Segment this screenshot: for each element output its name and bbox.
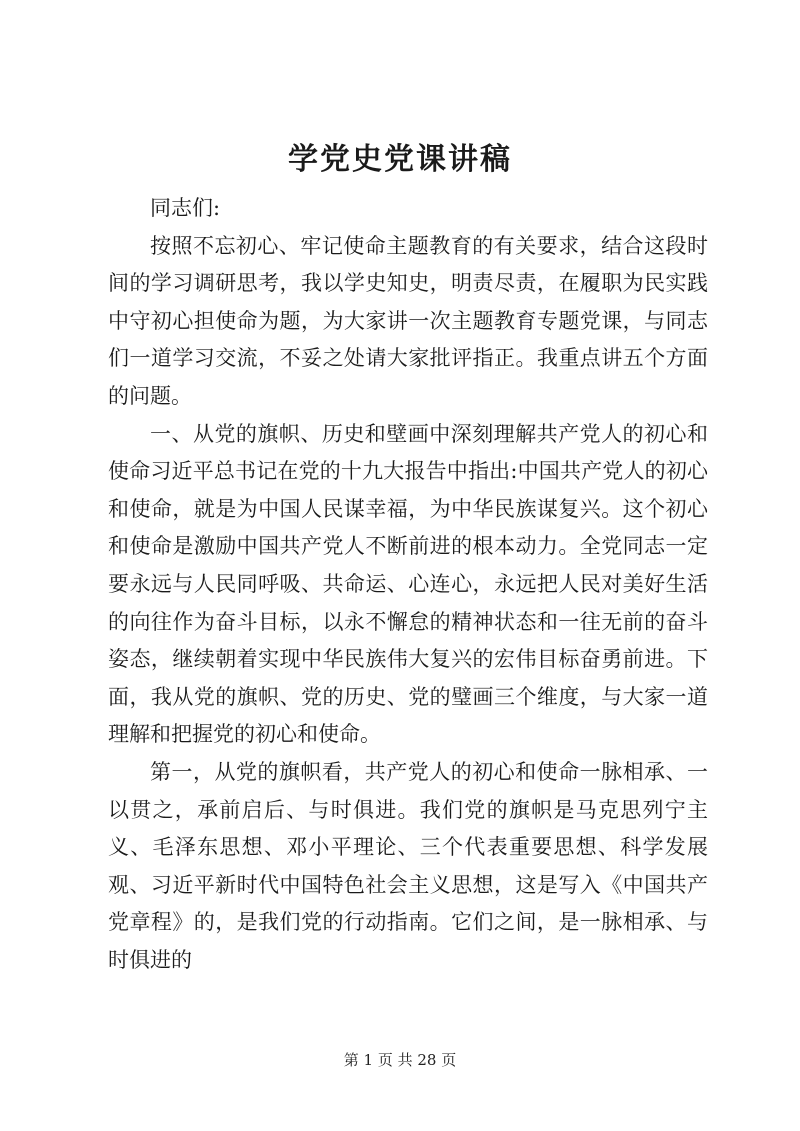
paragraph-section-one: 一、从党的旗帜、历史和壁画中深刻理解共产党人的初心和使命习近平总书记在党的十九大报告中指出:中国共产党人的初心和使命，就是为中国人民谋幸福，为中华民族谋复兴。这个初心和使命是激励中国共产党人不断前进的根本动力。全党同志一定要永远与人民同呼吸、共命运、心连心，永远把人民对美好生活的向往作为奋斗目标，以永不懈怠的精神状态和一往无前的奋斗姿态，继续朝着实现中华民族伟大复兴的宏伟目标奋勇前进。下面，我从党的旗帜、党的历史、党的璧画三个维度，与大家一道理解和把握党的初心和使命。 <box>108 421 708 747</box>
paragraph-intro: 按照不忘初心、牢记使命主题教育的有关要求，结合这段时间的学习调研思考，我以学史知史，明责尽责，在履职为民实践中守初心担使命为题，为大家讲一次主题教育专题党课，与同志们一道学习交流，不妥之处请大家批评指正。我重点讲五个方面的问题。 <box>108 233 708 408</box>
salutation: 同志们: <box>150 196 221 220</box>
paragraph-first-point: 第一，从党的旗帜看，共产党人的初心和使命一脉相承、一以贯之，承前启后、与时俱进。我们党的旗帜是马克思列宁主义、毛泽东思想、邓小平理论、三个代表重要思想、科学发展观、习近平新时代中国特色社会主义思想，这是写入《中国共产党章程》的，是我们党的行动指南。它们之间，是一脉相承、与时俱进的 <box>108 759 708 972</box>
document-body <box>108 190 708 979</box>
page-footer: 第 1 页 共 28 页 <box>343 1051 457 1069</box>
document-title: 学党史党课讲稿 <box>288 142 512 177</box>
